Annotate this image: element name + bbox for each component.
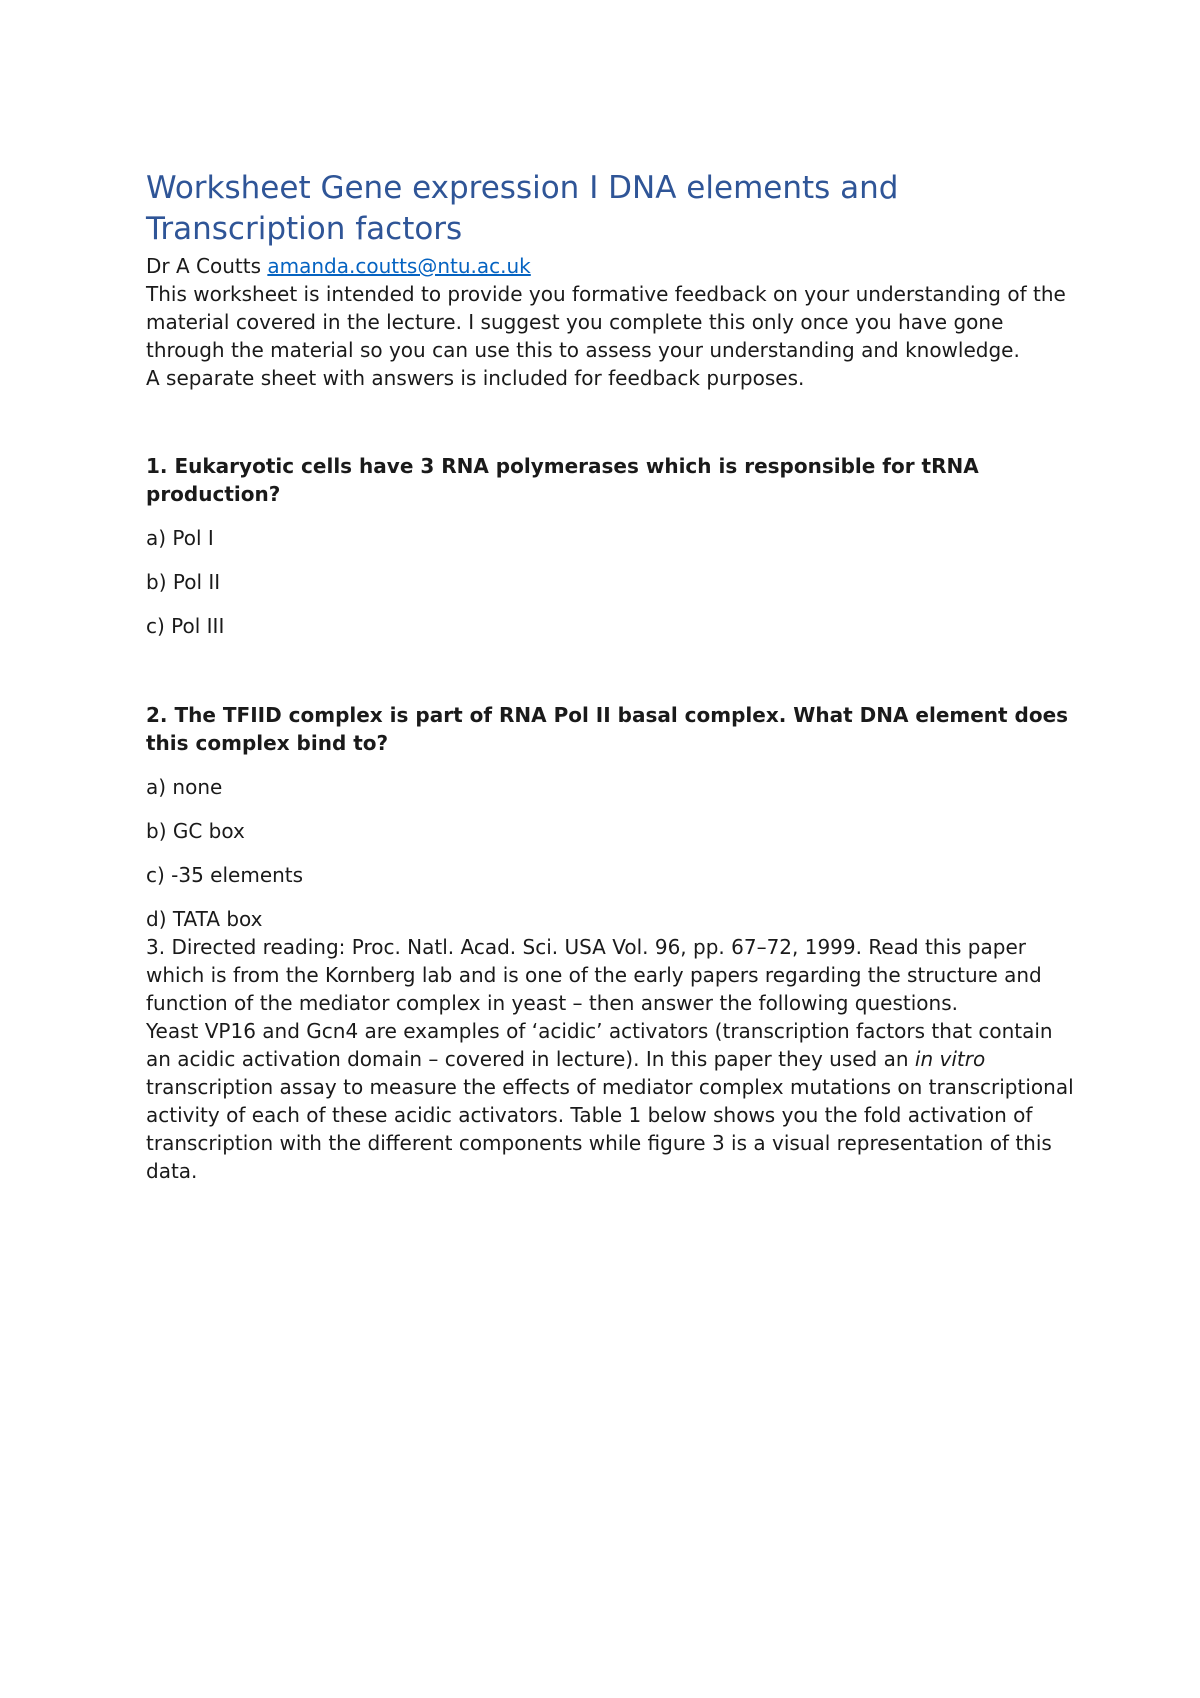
- answers-note: A separate sheet with answers is included for feedback purposes.: [146, 366, 805, 390]
- answer-option: a) none: [146, 775, 223, 799]
- activators-text-start: Yeast VP16 and Gcn4 are examples of ‘acidic’ activators (transcription factors that contain an acidic activation domain – covered in lecture). In this paper they used an: [146, 1019, 1053, 1071]
- answer-option: c) Pol III: [146, 614, 225, 638]
- question-text: 2. The TFIID complex is part of RNA Pol II basal complex. What DNA element does this complex bind to?: [146, 703, 1069, 755]
- question-3: [146, 933, 1076, 1185]
- question-1: [146, 452, 1076, 640]
- question-2: [146, 701, 1076, 933]
- intro-paragraph: This worksheet is intended to provide you formative feedback on your understanding of the material covered in the lecture. I suggest you complete this only once you have gone through the material so you can use this to assess your understanding and knowledge.: [146, 282, 1066, 362]
- author-email-link[interactable]: amanda.coutts@ntu.ac.uk: [267, 254, 531, 278]
- in-vitro-term: in vitro: [914, 1047, 986, 1071]
- answer-option: b) Pol II: [146, 570, 221, 594]
- answer-option: b) GC box: [146, 819, 245, 843]
- author-line: [146, 252, 1076, 280]
- document-title: Worksheet Gene expression I DNA elements and Transcription factors: [146, 170, 899, 247]
- answer-option: a) Pol I: [146, 526, 214, 550]
- activators-paragraph: [146, 1017, 1076, 1185]
- answer-option: c) -35 elements: [146, 863, 304, 887]
- document-page: [146, 168, 1076, 1185]
- question-text: 1. Eukaryotic cells have 3 RNA polymerases which is responsible for tRNA production?: [146, 454, 979, 506]
- directed-reading-paragraph: 3. Directed reading: Proc. Natl. Acad. Sci. USA Vol. 96, pp. 67–72, 1999. Read this paper which is from the Kornberg lab and is one of the early papers regarding the structure and function of the mediator complex in yeast – then answer the following questions.: [146, 935, 1042, 1015]
- activators-text-end: transcription assay to measure the effects of mediator complex mutations on transcriptional activity of each of these acidic activators. Table 1 below shows you the fold activation of transcription with the different components while figure 3 is a visual representation of this data.: [146, 1075, 1074, 1183]
- answer-option: d) TATA box: [146, 907, 263, 931]
- author-name: Dr A Coutts: [146, 254, 261, 278]
